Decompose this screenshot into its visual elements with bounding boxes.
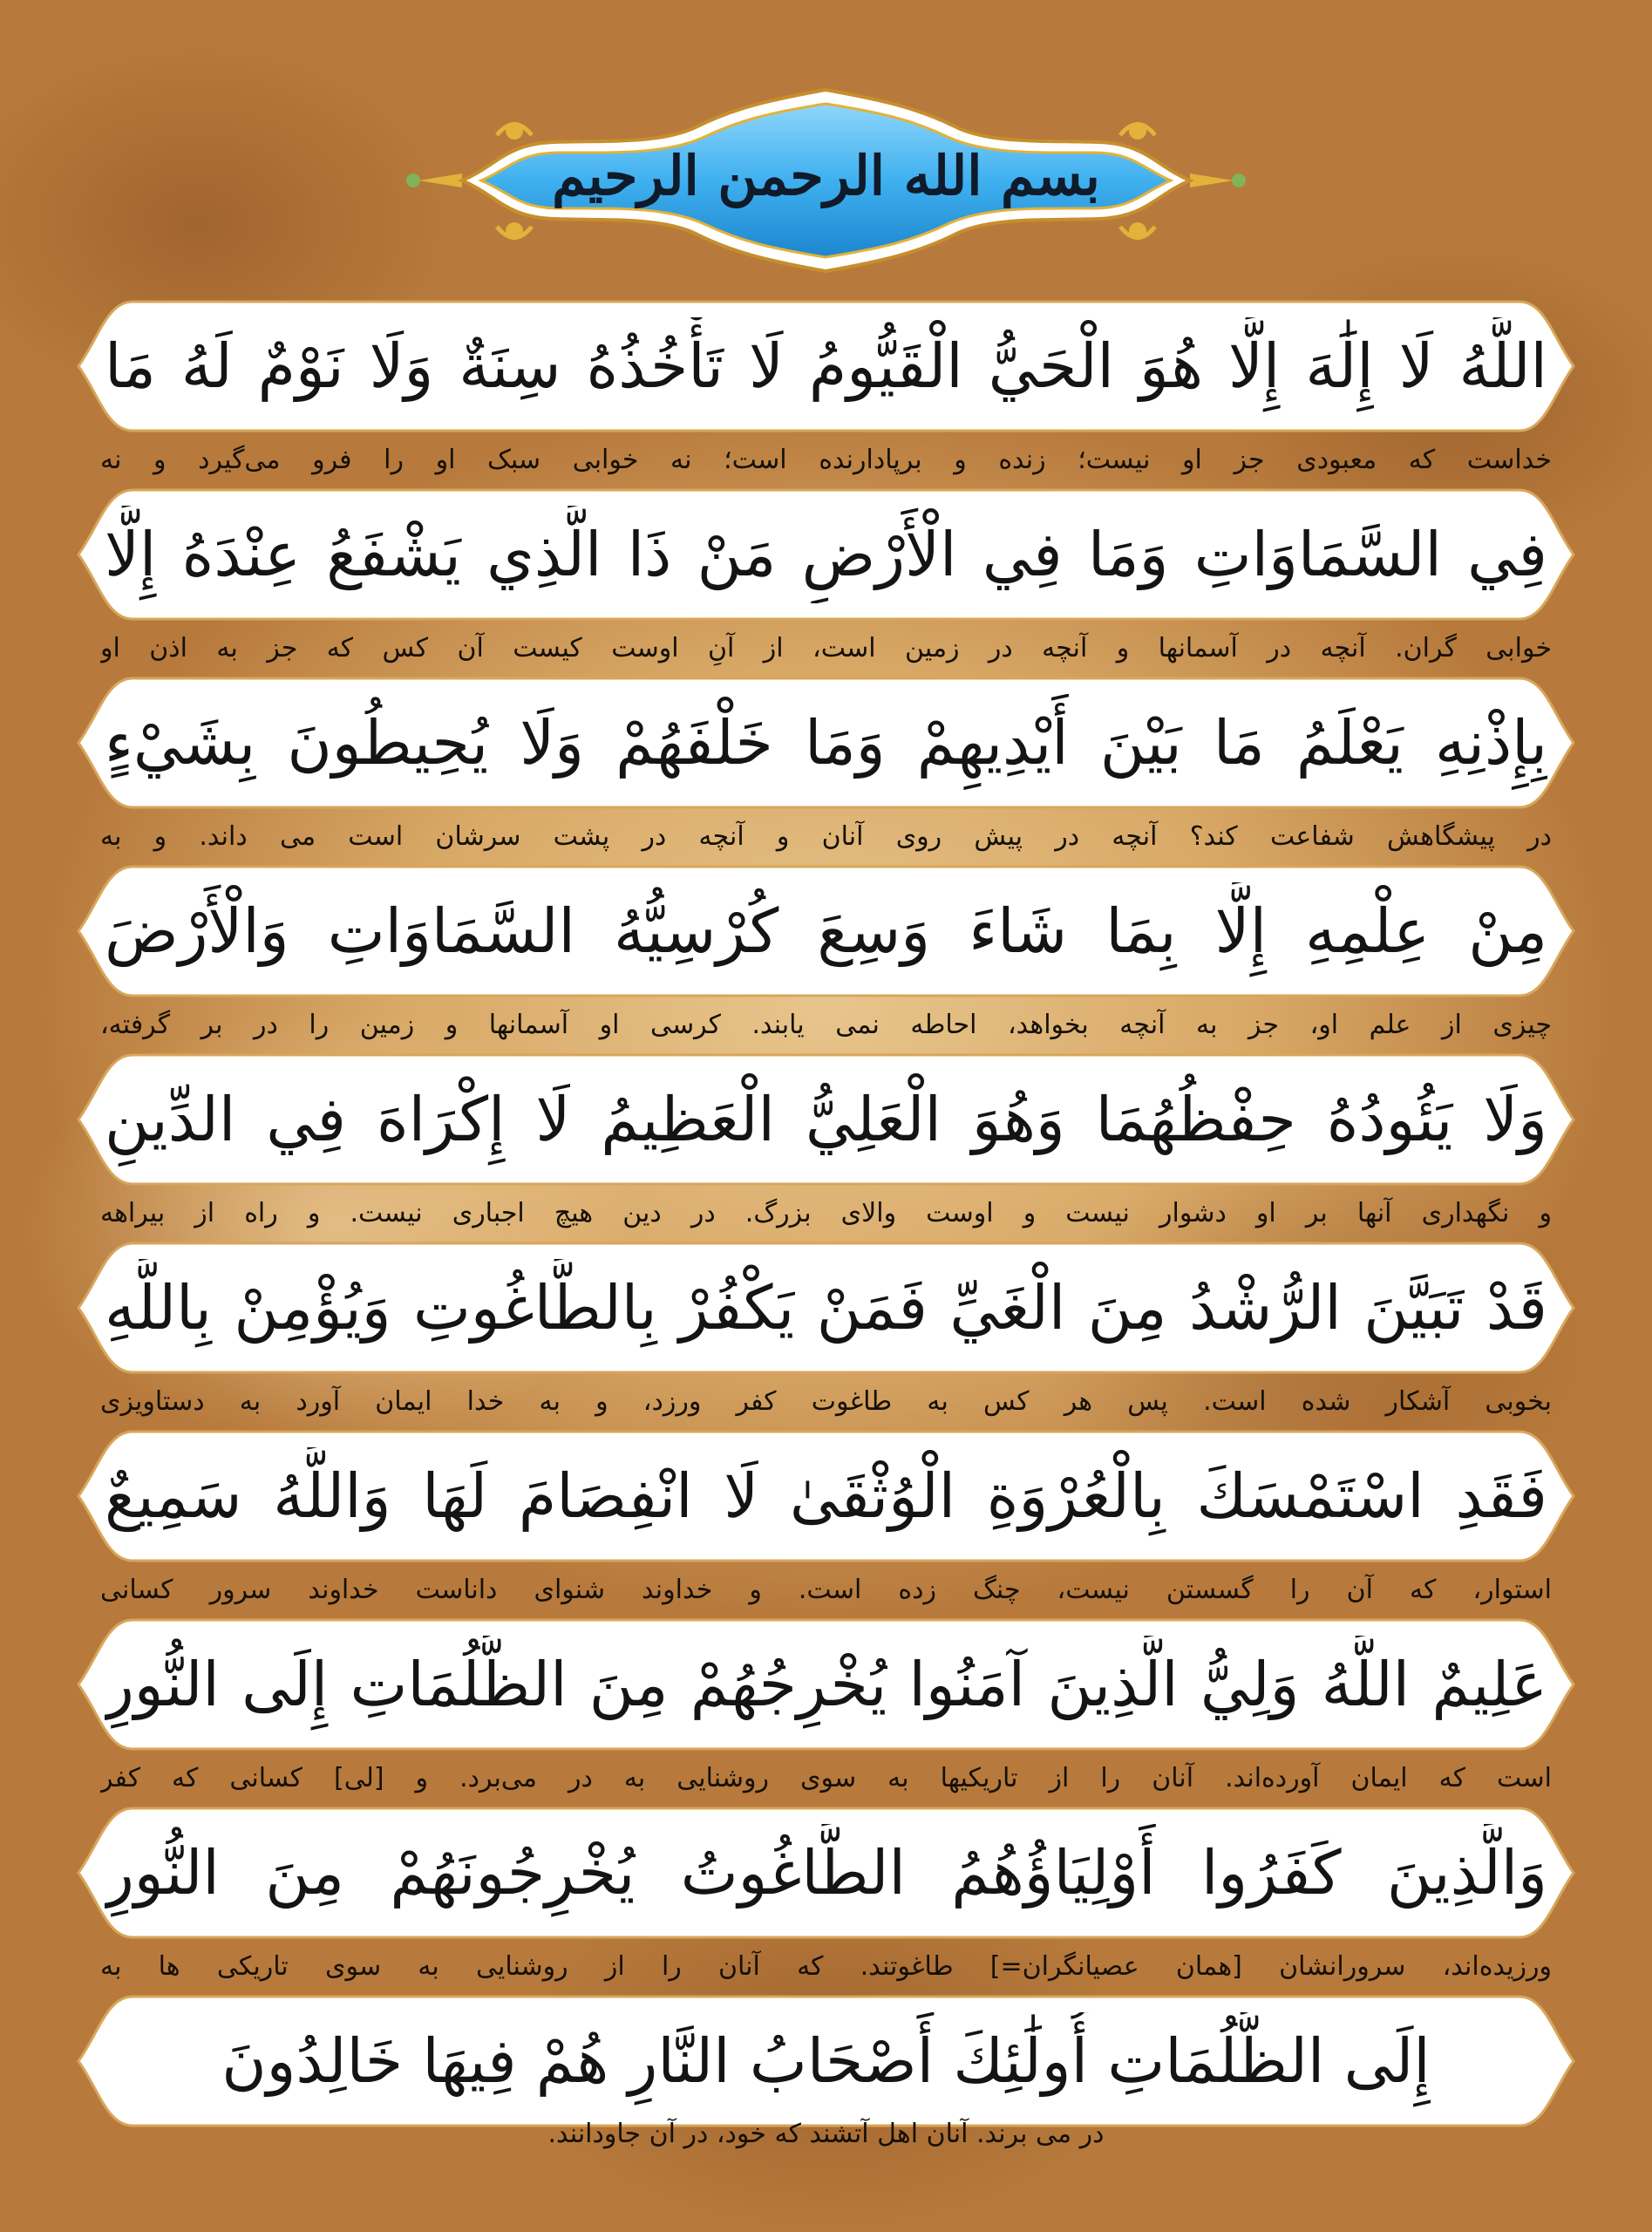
verse-translation: چیزی از علم او، جز به آنچه بخواهد، احاطه نمی یابند. کرسی او آسمانها و زمین را در بر گرفته،	[100, 1010, 1552, 1040]
verse-translation: و نگهداری آنها بر او دشوار نیست و اوست والای بزرگ. در دین هیچ اجباری نیست. و راه از بیراهه	[100, 1198, 1552, 1228]
verse-arabic: مِنْ عِلْمِهِ إِلَّا بِمَا شَاءَ وَسِعَ كُرْسِيُّهُ السَّمَاوَاتِ وَالْأَرْضَ	[105, 895, 1547, 967]
verse-row	[0, 860, 1652, 1048]
verse-translation: خداست که معبودی جز او نیست؛ زنده و برپادارنده است؛ نه خوابی سبک او را فرو می‌گیرد و نه	[100, 445, 1552, 475]
verse-translation: است که ایمان آورده‌اند. آنان را از تاریکیها به سوی روشنایی به در می‌برد. و [لی] کسانی که کفر	[100, 1763, 1552, 1793]
verse-row	[0, 1613, 1652, 1801]
verse-arabic: إِلَى الظُّلُمَاتِ أُولَٰئِكَ أَصْحَابُ النَّارِ هُمْ فِيهَا خَالِدُونَ	[221, 2025, 1431, 2097]
verse-translation: خوابی گران. آنچه در آسمانها و آنچه در زمین است، از آنِ اوست کیست آن کس که جز به اذن او	[100, 633, 1552, 663]
verse-arabic: فَقَدِ اسْتَمْسَكَ بِالْعُرْوَةِ الْوُثْقَىٰ لَا انْفِصَامَ لَهَا وَاللَّهُ سَمِيعٌ	[105, 1460, 1547, 1532]
verse-translation: بخوبی آشکار شده است. پس هر کس به طاغوت کفر ورزد، و به خدا ایمان آورد به دستاویزی	[100, 1386, 1552, 1417]
verse-list	[0, 295, 1652, 2178]
final-translation: در می برند. آنان اهل آتشند که خود، در آن جاودانند.	[547, 2119, 1105, 2149]
verse-arabic: وَلَا يَئُودُهُ حِفْظُهُمَا وَهُوَ الْعَلِيُّ الْعَظِيمُ لَا إِكْرَاهَ فِي الدِّينِ	[105, 1084, 1547, 1155]
verse-row	[0, 1236, 1652, 1425]
basmala-banner	[401, 83, 1251, 279]
verse-row	[0, 1048, 1652, 1236]
verse-arabic: عَلِيمٌ اللَّهُ وَلِيُّ الَّذِينَ آمَنُوا يُخْرِجُهُمْ مِنَ الظُّلُمَاتِ إِلَى النُّورِ	[105, 1649, 1547, 1720]
basmala-text: بسم الله الرحمن الرحیم	[552, 144, 1100, 208]
verse-translation: در پیشگاهش شفاعت کند؟ آنچه در پیش روی آنان و آنچه در پشت سرشان است می داند. و به	[100, 821, 1552, 852]
verse-translation: ورزیده‌اند، سرورانشان [همان عصیانگران=] طاغوتند. که آنان را از روشنایی به سوی تاریکی ها به	[100, 1951, 1552, 1982]
verse-row	[0, 671, 1652, 860]
verse-arabic: قَدْ تَبَيَّنَ الرُّشْدُ مِنَ الْغَيِّ فَمَنْ يَكْفُرْ بِالطَّاغُوتِ وَيُؤْمِنْ بِاللَّهِ	[105, 1272, 1547, 1344]
verse-arabic: فِي السَّمَاوَاتِ وَمَا فِي الْأَرْضِ مَنْ ذَا الَّذِي يَشْفَعُ عِنْدَهُ إِلَّا	[105, 519, 1547, 590]
verse-translation: استوار، که آن را گسستن نیست، چنگ زده است. و خداوند شنوای داناست خداوند سرور کسانی	[100, 1575, 1552, 1605]
verse-row	[0, 1801, 1652, 1990]
verse-arabic: وَالَّذِينَ كَفَرُوا أَوْلِيَاؤُهُمُ الطَّاغُوتُ يُخْرِجُونَهُمْ مِنَ النُّورِ	[105, 1837, 1547, 1909]
verse-arabic: بِإِذْنِهِ يَعْلَمُ مَا بَيْنَ أَيْدِيهِمْ وَمَا خَلْفَهُمْ وَلَا يُحِيطُونَ بِشَيْءٍ	[105, 707, 1547, 779]
verse-arabic: اللَّهُ لَا إِلَٰهَ إِلَّا هُوَ الْحَيُّ الْقَيُّومُ لَا تَأْخُذُهُ سِنَةٌ وَلَا نَوْمٌ لَهُ مَا	[105, 330, 1547, 402]
verse-row	[0, 1425, 1652, 1613]
verse-row	[0, 295, 1652, 483]
verse-row	[0, 483, 1652, 671]
